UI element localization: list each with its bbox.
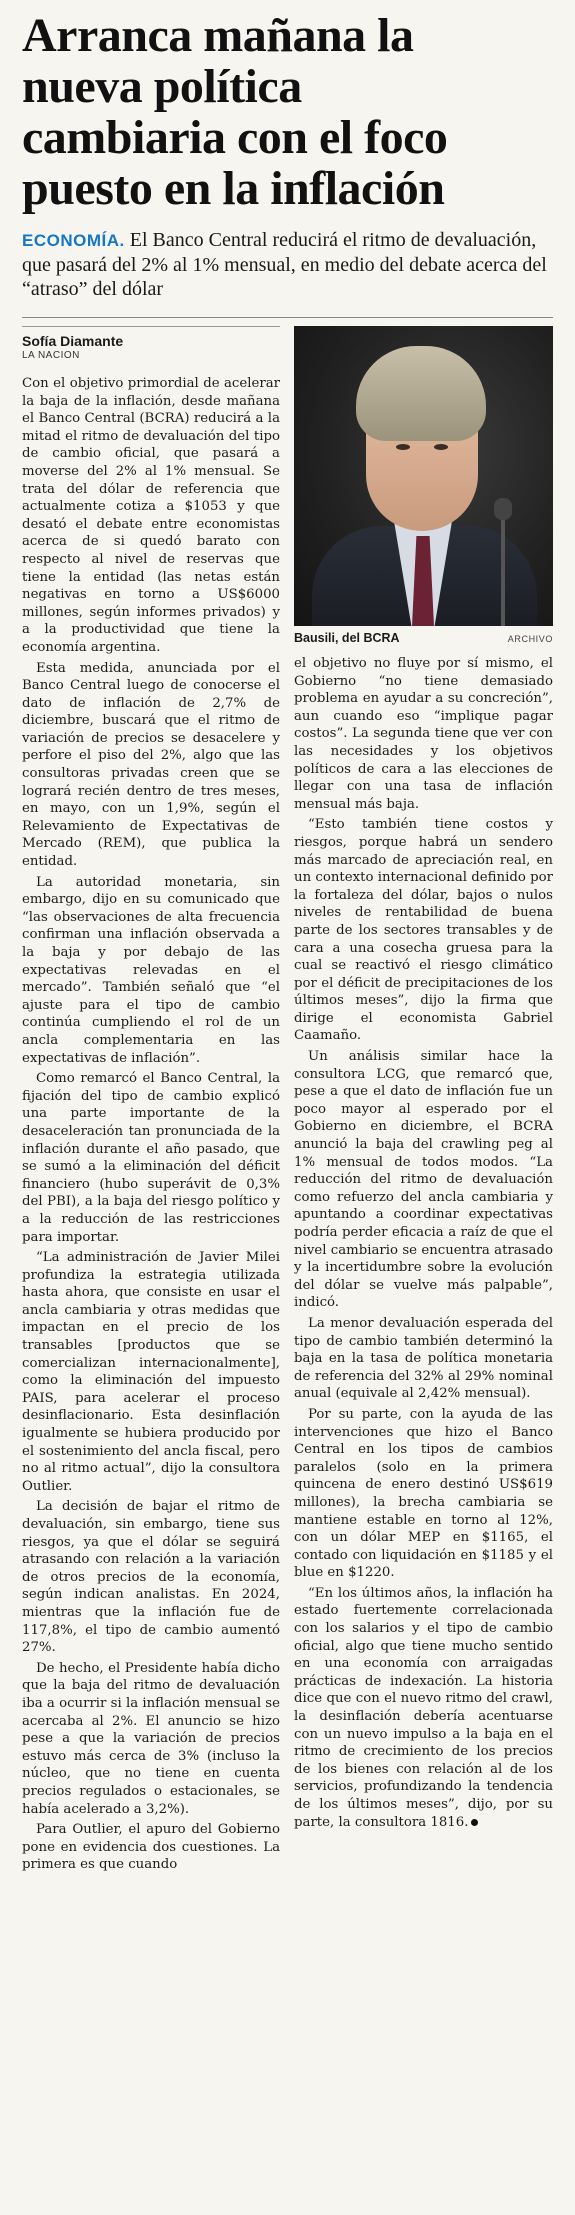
photo-eye [396,444,410,450]
end-mark-icon [471,1819,478,1826]
body-text: “En los últimos años, la inflación ha estado fuertemente correlacionada con los salarios y el tipo de cambio oficial, algo que tiene mucho sentido en una economía con arraigadas prácticas de indexación. La historia dice que con el nuevo ritmo del crawl, la desinflación debería acentuarse con un nuevo impulso a la baja en el ritmo de crecimiento de los precios de los bienes con relación al de los servicios, profundizando la tendencia de los últimos meses”, dijo, por su parte, la consultora 1816. [294,1585,553,1830]
photo-credit: ARCHIVO [507,634,553,644]
body-paragraph: La autoridad monetaria, sin embargo, dijo en su comunicado que “las observaciones de alta frecuencia confirman una inflación observada a la baja y por debajo de las expectativas relevadas en el mercado”. También señaló que “el ajuste para el tipo de cambio continúa cumpliendo el rol de un ancla complementaria en las expectativas de inflación”. [22,874,280,1066]
column-2 [294,326,553,1834]
body-paragraph: Con el objetivo primordial de acelerar la baja de la inflación, desde mañana el Banco Central (BCRA) reducirá a la mitad el ritmo de devaluación del tipo de cambio oficial, que pasará a moverse del 2% al 1% mensual. Se trata del dólar de referencia que actualmente cotiza a $1053 y que desató el debate entre economistas acerca de si quedó barato con respecto al nivel de reservas que tiene la entidad (las netas están negativas en torno a US$6000 millones, según informes privados) y a la productividad que tiene la economía argentina. [22,376,280,655]
headline-line: nueva política [22,60,302,113]
headline [22,10,553,214]
deck [22,228,553,301]
divider [22,317,553,318]
deck-text: El Banco Central reducirá el ritmo de devaluación, que pasará del 2% al 1% mensual, en medio del debate acerca del “atraso” del dólar [22,229,547,300]
body-paragraph: Como remarcó el Banco Central, la fijación del tipo de cambio explicó una parte importante de la desaceleración tan pronunciada de la inflación durante el año pasado, que se sumó a la eliminación del déficit financiero (hubo superávit de 0,3% del PBI), a la baja del riesgo político y a la reducción de las restricciones para importar. [22,1071,280,1245]
body-paragraph: Por su parte, con la ayuda de las intervenciones que hizo el Banco Central en los tipos de cambios paralelos (solo en la primera quincena de enero destinó US$619 millones), la brecha cambiaria se mantiene estable en torno al 12%, con un dólar MEP en $1165, el contado con liquidación en $1185 y el blue en $1220. [294,1406,553,1581]
body-paragraph: La menor devaluación esperada del tipo de cambio también determinó la baja en la tasa de política monetaria de referencia del 32% al 29% nominal anual (equivale al 2,42% mensual). [294,1315,553,1402]
section-label: ECONOMÍA. [22,231,125,250]
body-paragraph: De hecho, el Presidente había dicho que la baja del ritmo de devaluación iba a ocurrir si la inflación mensual se acercaba al 2%. El anuncio se hizo pese a que la variación de precios estuvo más cerca de 3% (incluso la núcleo, que no tiene en cuenta precios regulados o estacionales, se había acelerado a 3,2%). [22,1660,280,1817]
column-1 [22,326,280,1877]
body-paragraph: Esta medida, anunciada por el Banco Central luego de conocerse el dato de inflación de 2,7% de diciembre, buscará que el ritmo de variación de precios se desacelere y perfore el piso del 2%, algo que las consultoras privadas creen que se logrará recién dentro de tres meses, en mayo, con un 1,9%, según el Relevamiento de Expectativas de Mercado (REM), que publica la entidad. [22,660,280,870]
microphone-icon [494,498,512,520]
body-paragraph: “Esto también tiene costos y riesgos, porque habrá un sendero más marcado de apreciación real, en un contexto internacional definido por la fortaleza del dólar, bajos o nulos niveles de rentabilidad de buena parte de los sectores transables y de cara a una cosecha gruesa para la cual se reactivó el riesgo climático por el déficit de precipitaciones de los últimos meses”, dijo la firma que dirige el economista Gabriel Caamaño. [294,817,553,1044]
body-paragraph: Un análisis similar hace la consultora LCG, que remarcó que, pese a que el dato de inflación fue un poco mayor al esperado por el Gobierno en diciembre, el BCRA anunció la baja del crawling peg al 1% mensual de todos modos. “La reducción del ritmo de devaluación como refuerzo del ancla cambiaria y apuntando a coordinar expectativas podría perder eficacia a raíz de que el nivel cambiario se encuentra atrasado y la incertidumbre sobre la evolución del dólar se vuelve más palpable”, indicó. [294,1049,553,1311]
body-paragraph: La decisión de bajar el ritmo de devaluación, sin embargo, tiene sus riesgos, ya que el dólar se seguirá atrasando con relación a la variación de otros precios de la economía, según indican analistas. En 2024, mientras que la inflación fue de 117,8%, el tipo de cambio aumentó 27%. [22,1499,280,1656]
photo-caption: Bausili, del BCRA [294,631,400,645]
author-name: Sofía Diamante [22,333,124,349]
photo-caption-row [294,631,553,645]
photo-eye [434,444,448,450]
headline-line: Arranca mañana la [22,9,414,62]
outlet-name: LA NACION [22,350,80,361]
microphone-stem [501,518,505,626]
headline-line: puesto en la inflación [22,162,445,215]
body-paragraph-last [294,1585,553,1831]
photo-hair [356,346,486,441]
portrait-photo [294,326,553,626]
body-paragraph: Para Outlier, el apuro del Gobierno pone en evidencia dos cuestiones. La primera es que cuando [22,1822,280,1873]
byline-divider [22,326,280,327]
body-paragraph: el objetivo no fluye por sí mismo, el Gobierno “no tiene demasiado problema en ayudar a su concreción”, aun cuando eso “implique pagar costos”. La segunda tiene que ver con las necesidades y los objetivos políticos de cara a las elecciones de llegar con una tasa de inflación mensual más baja. [294,656,553,812]
headline-line: cambiaria con el foco [22,111,448,164]
body-paragraph: “La administración de Javier Milei profundiza la estrategia utilizada hasta ahora, que consiste en usar el ancla cambiaria y otras medidas que impactan en el precio de los transables [productos que se comercializan internacionalmente], como la eliminación del impuesto PAIS, para acelerar el proceso desinflacionario. Esta desinflación igualmente se hubiera producido por el sostenimiento del ancla fiscal, pero no al ritmo actual”, dijo la consultora Outlier. [22,1250,280,1494]
article-columns [22,326,553,2186]
